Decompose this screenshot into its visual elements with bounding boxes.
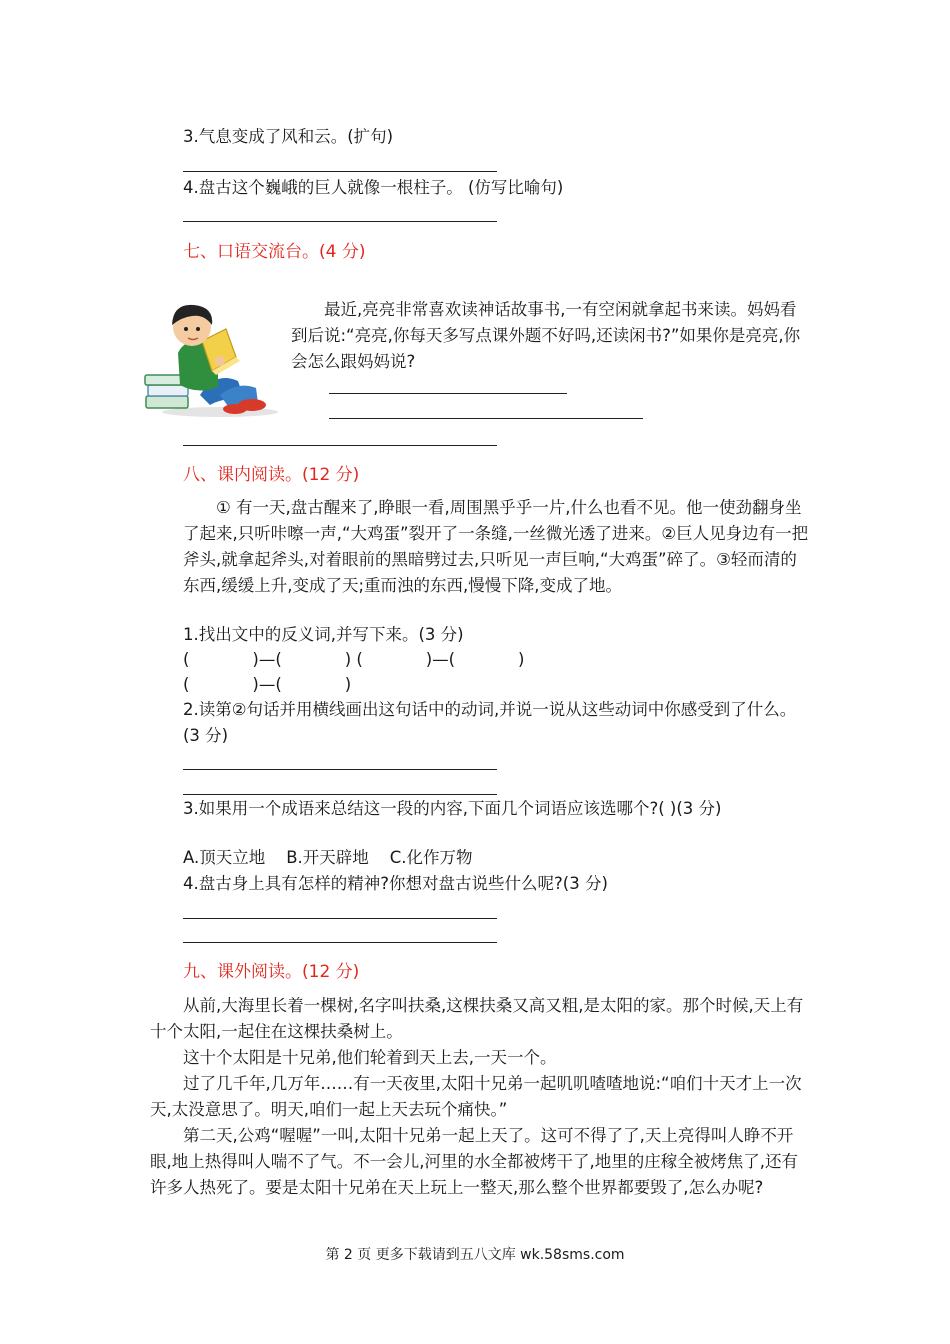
question-4-spirit: 4.盘古身上具有怎样的精神?你想对盘古说些什么呢?(3 分) <box>183 874 608 893</box>
question-3-expand-sentence: 3.气息变成了风和云。(扩句) <box>183 127 394 146</box>
paragraph: 从前,大海里长着一棵树,名字叫扶桑,这棵扶桑又高又粗,是太阳的家。那个时候,天上有十个太阳,一起住在这棵扶桑树上。 <box>150 996 804 1041</box>
paragraph: 过了几千年,几万年……有一天夜里,太阳十兄弟一起叽叽喳喳地说:“咱们十天才上一次天,太没意思了。明天,咱们一起上天去玩个痛快。” <box>150 1074 802 1119</box>
answer-line <box>183 769 497 770</box>
section-7-heading: 七、口语交流台。(4 分) <box>183 242 366 262</box>
antonym-blanks-row-1: ( )—( ) ( )—( ) <box>183 650 525 669</box>
answer-line <box>329 418 643 419</box>
question-1-antonyms: 1.找出文中的反义词,并写下来。(3 分) <box>183 625 464 644</box>
section-8-passage: ① 有一天,盘古醒来了,睁眼一看,周围黑乎乎一片,什么也看不见。他一使劲翻身坐了起来,只听咔嚓一声,“大鸡蛋”裂开了一条缝,一丝微光透了进来。②巨人见身边有一把斧头,就拿起斧头,对着眼前的黑暗劈过去,只听见一声巨响,“大鸡蛋”碎了。③轻而清的东西,缓缓上升,变成了天;重而浊的东西,慢慢下降,变成了地。 <box>183 498 809 595</box>
page-footer: 第 2 页 更多下载请到五八文库 wk.58sms.com <box>325 1247 625 1263</box>
section-7-passage: 最近,亮亮非常喜欢读神话故事书,一有空闲就拿起书来读。妈妈看到后说:“亮亮,你每天多写点课外题不好吗,还读闲书?”如果你是亮亮,你会怎么跟妈妈说? <box>291 300 801 371</box>
answer-line <box>183 918 497 919</box>
answer-line <box>183 221 497 222</box>
question-3-idiom: 3.如果用一个成语来总结这一段的内容,下面几个词语应该选哪个?( )(3 分) <box>183 799 722 818</box>
section-9-passage <box>150 993 810 1201</box>
answer-line <box>183 445 497 446</box>
question-2-verbs: 2.读第②句话并用横线画出这句话中的动词,并说一说从这些动词中你感受到了什么。(3 分) <box>183 700 797 745</box>
section-9-heading: 九、课外阅读。(12 分) <box>183 962 360 982</box>
question-3-options: A.顶天立地 B.开天辟地 C.化作万物 <box>183 848 473 867</box>
paragraph: 第二天,公鸡“喔喔”一叫,太阳十兄弟一起上天了。这可不得了了,天上亮得叫人睁不开眼,地上热得叫人喘不了气。不一会儿,河里的水全都被烤干了,地里的庄稼全被烤焦了,还有许多人热死了。要是太阳十兄弟在天上玩上一整天,那么整个世界都要毁了,怎么办呢? <box>150 1126 798 1197</box>
answer-line <box>183 794 497 795</box>
section-8-heading: 八、课内阅读。(12 分) <box>183 465 360 485</box>
answer-line <box>329 393 567 394</box>
question-4-simile: 4.盘古这个巍峨的巨人就像一根柱子。 (仿写比喻句) <box>183 178 564 197</box>
answer-line <box>183 942 497 943</box>
paragraph: 这十个太阳是十兄弟,他们轮着到天上去,一天一个。 <box>183 1048 557 1067</box>
answer-line <box>183 171 497 172</box>
boy-reading-illustration <box>140 295 280 420</box>
antonym-blanks-row-2: ( )—( ) <box>183 675 352 694</box>
